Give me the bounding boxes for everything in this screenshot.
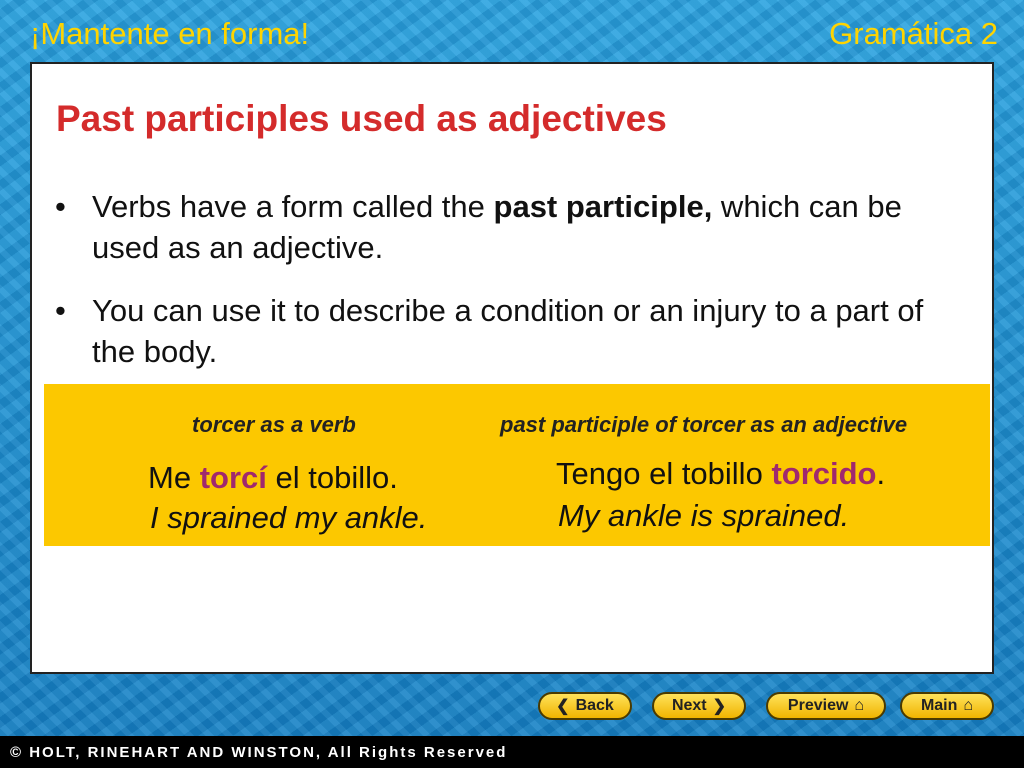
next-label: Next bbox=[671, 697, 707, 714]
col2-translation: My ankle is sprained. bbox=[558, 498, 850, 533]
bullet-text: which can be used as an adjective. bbox=[92, 189, 902, 265]
chevron-right-icon: ❯ bbox=[712, 698, 727, 715]
header-right-title: Gramática 2 bbox=[829, 16, 998, 51]
sentence-text: . bbox=[876, 456, 886, 491]
col1-sentence bbox=[148, 460, 398, 496]
col1-header: torcer as a verb bbox=[192, 412, 356, 437]
slide-content bbox=[30, 62, 994, 674]
sentence-text: el tobillo. bbox=[266, 460, 398, 495]
bullet-icon: • bbox=[55, 293, 66, 328]
preview-label: Preview bbox=[787, 697, 849, 714]
col1-translation: I sprained my ankle. bbox=[150, 500, 428, 535]
main-button[interactable] bbox=[900, 692, 994, 720]
copyright-footer: © HOLT, RINEHART AND WINSTON, All Rights Reserved bbox=[0, 736, 1024, 768]
sentence-text: Tengo el tobillo bbox=[556, 456, 772, 491]
bullet-icon: • bbox=[55, 189, 66, 224]
slide-title: Past participles used as adjectives bbox=[56, 98, 667, 139]
home-icon: ⌂ bbox=[854, 697, 865, 714]
col2-header: past participle of torcer as an adjective bbox=[500, 412, 908, 437]
main-label: Main bbox=[920, 697, 958, 714]
back-button[interactable] bbox=[538, 692, 632, 720]
next-button[interactable] bbox=[652, 692, 746, 720]
sentence-text: Me bbox=[148, 460, 200, 495]
preview-button[interactable] bbox=[766, 692, 886, 720]
bullet-item bbox=[55, 186, 972, 268]
highlighted-participle: torcido bbox=[771, 456, 877, 491]
highlighted-verb: torcí bbox=[199, 460, 267, 495]
bullet-text: You can use it to describe a condition or an injury to a part of the body. bbox=[92, 293, 924, 369]
col2-sentence bbox=[556, 456, 885, 492]
bullet-item bbox=[55, 290, 972, 372]
chevron-left-icon: ❮ bbox=[556, 698, 570, 715]
home-icon: ⌂ bbox=[963, 697, 974, 714]
header-left-title: ¡Mantente en forma! bbox=[30, 16, 310, 51]
bullet-bold-term: past participle, bbox=[493, 189, 713, 224]
back-label: Back bbox=[575, 697, 614, 714]
bullet-text: Verbs have a form called the bbox=[92, 189, 494, 224]
example-box bbox=[44, 384, 990, 546]
